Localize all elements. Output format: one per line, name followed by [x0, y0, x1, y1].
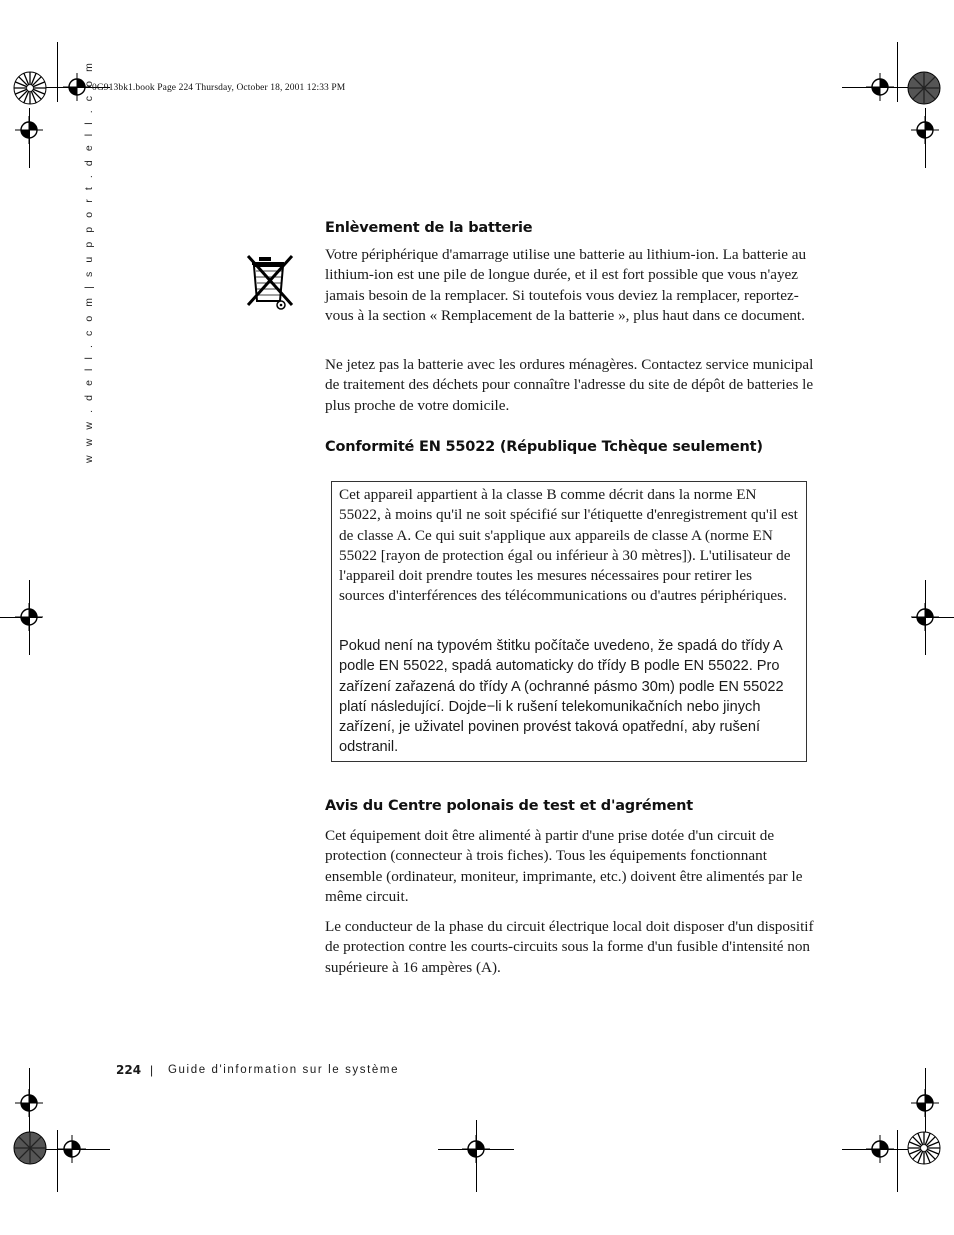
battery-heading: Enlèvement de la batterie [325, 220, 533, 236]
poland-paragraph-2: Le conducteur de la phase du circuit électrique local doit disposer d'un dispositif de protection contre les courts-circuits sous la forme d'un fusible d'intensité non supérieure à 16 ampères (A). [325, 918, 814, 976]
registration-target-icon [9, 597, 49, 637]
registration-target-icon [905, 597, 945, 637]
crossed-out-bin-icon [246, 253, 294, 311]
poland-heading: Avis du Centre polonais de test et d'agrément [325, 798, 693, 814]
star-target-icon [12, 70, 48, 106]
compliance-text-czech: Pokud není na typovém štitku počítače uvedeno, že spadá do třídy A podle EN 55022, spadá automaticky do třídy B podle EN 55022. Pro zařízení zařazená do třídy A (ochranné pásmo 30m) podle EN 55022 platí následující. Dojde−li k rušení telekomunikačních nebo jinych zařízení, je uživatel povinen provést taková opatřední, aby rušení odstranil. [339, 638, 784, 756]
registration-target-icon [860, 67, 900, 107]
registration-target-icon [9, 110, 49, 150]
battery-paragraph-1: Votre périphérique d'amarrage utilise une batterie au lithium-ion. La batterie au lithium-ion est une pile de longue durée, et il est fort possible que vous n'ayez jamais besoin de la remplacer. Si toutefois vous deviez la remplacer, reportez-vous à la section « Remplacement de la batterie », plus haut dans ce document. [325, 246, 807, 324]
poland-paragraph-1: Cet équipement doit être alimenté à partir d'une prise dotée d'un circuit de protection (connecteur à trois fiches). Tous les équipements fonctionnant ensemble (ordinateur, moniteur, imprimante, etc.) doivent être alimentés par le même circuit. [325, 827, 803, 905]
registration-target-icon [9, 1083, 49, 1123]
star-target-icon [906, 70, 942, 106]
registration-target-icon [52, 1129, 92, 1169]
registration-target-icon [860, 1129, 900, 1169]
book-header-line: 0G913bk1.book Page 224 Thursday, October 18, 2001 12:33 PM [92, 83, 346, 93]
battery-paragraph-2: Ne jetez pas la batterie avec les ordures ménagères. Contactez service municipal de traitement des déchets pour connaître l'adresse du site de dépôt de batteries le plus proche de votre domicile. [325, 356, 814, 414]
footer-title: Guide d'information sur le système [168, 1064, 400, 1076]
star-target-icon [12, 1130, 48, 1166]
registration-target-icon [905, 1083, 945, 1123]
footer-separator: | [150, 1063, 154, 1077]
side-url: w w w . d e l l . c o m | s u p p o r t . d e l l . c o m [83, 60, 95, 463]
registration-target-icon [905, 110, 945, 150]
page-number: 224 [116, 1063, 142, 1077]
star-target-icon [906, 1130, 942, 1166]
czech-heading: Conformité EN 55022 (République Tchèque seulement) [325, 439, 763, 455]
registration-target-icon [456, 1129, 496, 1169]
compliance-box [331, 481, 807, 762]
compliance-text-french: Cet appareil appartient à la classe B comme décrit dans la norme EN 55022, à moins qu'il ne soit spécifié sur l'étiquette d'enregistrement qu'il est de classe A. Ce qui suit s'applique aux appareils de classe A (norme EN 55022 [rayon de protection égal ou inférieur à 30 mètres]). L'utilisateur de l'appareil doit prendre toutes les mesures nécessaires pour retirer les sources d'interférences des télécommunications ou d'autres périphériques. [339, 486, 798, 605]
